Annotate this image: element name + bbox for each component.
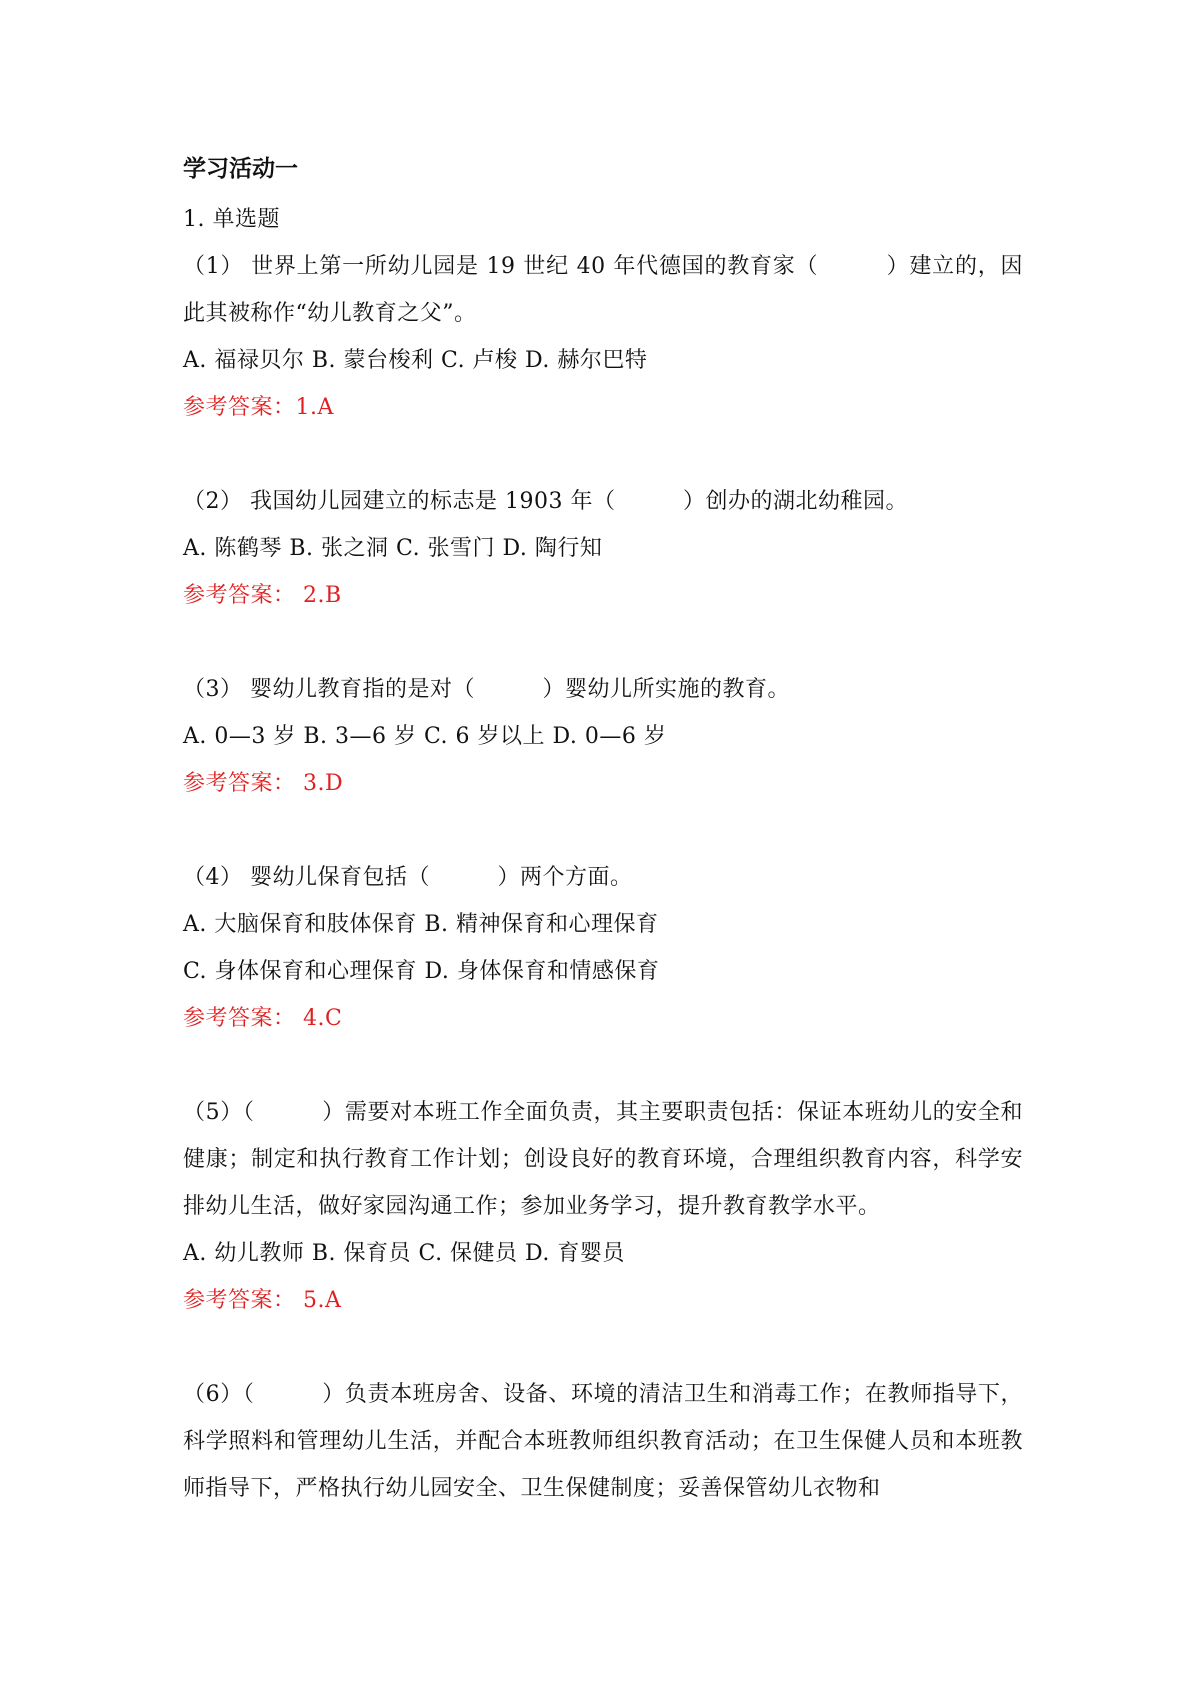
question-stem: （5）（ ）需要对本班工作全面负责，其主要职责包括：保证本班幼儿的安全和健康；制定和执行教育工作计划；创设良好的教育环境，合理组织教育内容，科学安排幼儿生活，做好家园沟通工作；参加业务学习，提升教育教学水平。	[183, 1100, 1023, 1219]
question-stem: （4） 婴幼儿保育包括（ ）两个方面。	[183, 865, 633, 890]
question-block	[183, 478, 1023, 619]
reference-answer: 参考答案： 2.B	[183, 583, 342, 608]
reference-answer: 参考答案：1.A	[183, 395, 334, 420]
question-stem: （3） 婴幼儿教育指的是对（ ）婴幼儿所实施的教育。	[183, 677, 790, 702]
question-block	[183, 243, 1023, 431]
question-block	[183, 854, 1023, 1042]
reference-answer: 参考答案： 5.A	[183, 1288, 342, 1313]
reference-answer: 参考答案： 4.C	[183, 1006, 343, 1031]
question-options: A. 福禄贝尔 B. 蒙台梭利 C. 卢梭 D. 赫尔巴特	[183, 348, 648, 373]
reference-answer: 参考答案： 3.D	[183, 771, 344, 796]
question-options: A. 陈鹤琴 B. 张之洞 C. 张雪门 D. 陶行知	[183, 536, 603, 561]
question-type-label: 1. 单选题	[183, 207, 280, 232]
question-stem: （2） 我国幼儿园建立的标志是 1903 年（ ）创办的湖北幼稚园。	[183, 489, 908, 514]
spacer	[183, 807, 1023, 854]
question-options: A. 幼儿教师 B. 保育员 C. 保健员 D. 育婴员	[183, 1241, 625, 1266]
spacer	[183, 1324, 1023, 1371]
question-block	[183, 1089, 1023, 1324]
section-title: 学习活动一	[183, 156, 298, 182]
question-options: C. 身体保育和心理保育 D. 身体保育和情感保育	[183, 959, 660, 984]
question-block	[183, 1371, 1023, 1512]
spacer	[183, 1042, 1023, 1089]
question-stem: （6）（ ）负责本班房舍、设备、环境的清洁卫生和消毒工作；在教师指导下，科学照料和管理幼儿生活，并配合本班教师组织教育活动；在卫生保健人员和本班教师指导下，严格执行幼儿园安全、卫生保健制度；妥善保管幼儿衣物和	[183, 1382, 1023, 1501]
question-options: A. 大脑保育和肢体保育 B. 精神保育和心理保育	[183, 912, 659, 937]
question-stem: （1） 世界上第一所幼儿园是 19 世纪 40 年代德国的教育家（ ）建立的，因此其被称作“幼儿教育之父”。	[183, 254, 1023, 326]
spacer	[183, 619, 1023, 666]
question-options: A. 0—3 岁 B. 3—6 岁 C. 6 岁以上 D. 0—6 岁	[183, 724, 667, 749]
spacer	[183, 431, 1023, 478]
document-page	[183, 150, 1023, 1512]
question-block	[183, 666, 1023, 807]
